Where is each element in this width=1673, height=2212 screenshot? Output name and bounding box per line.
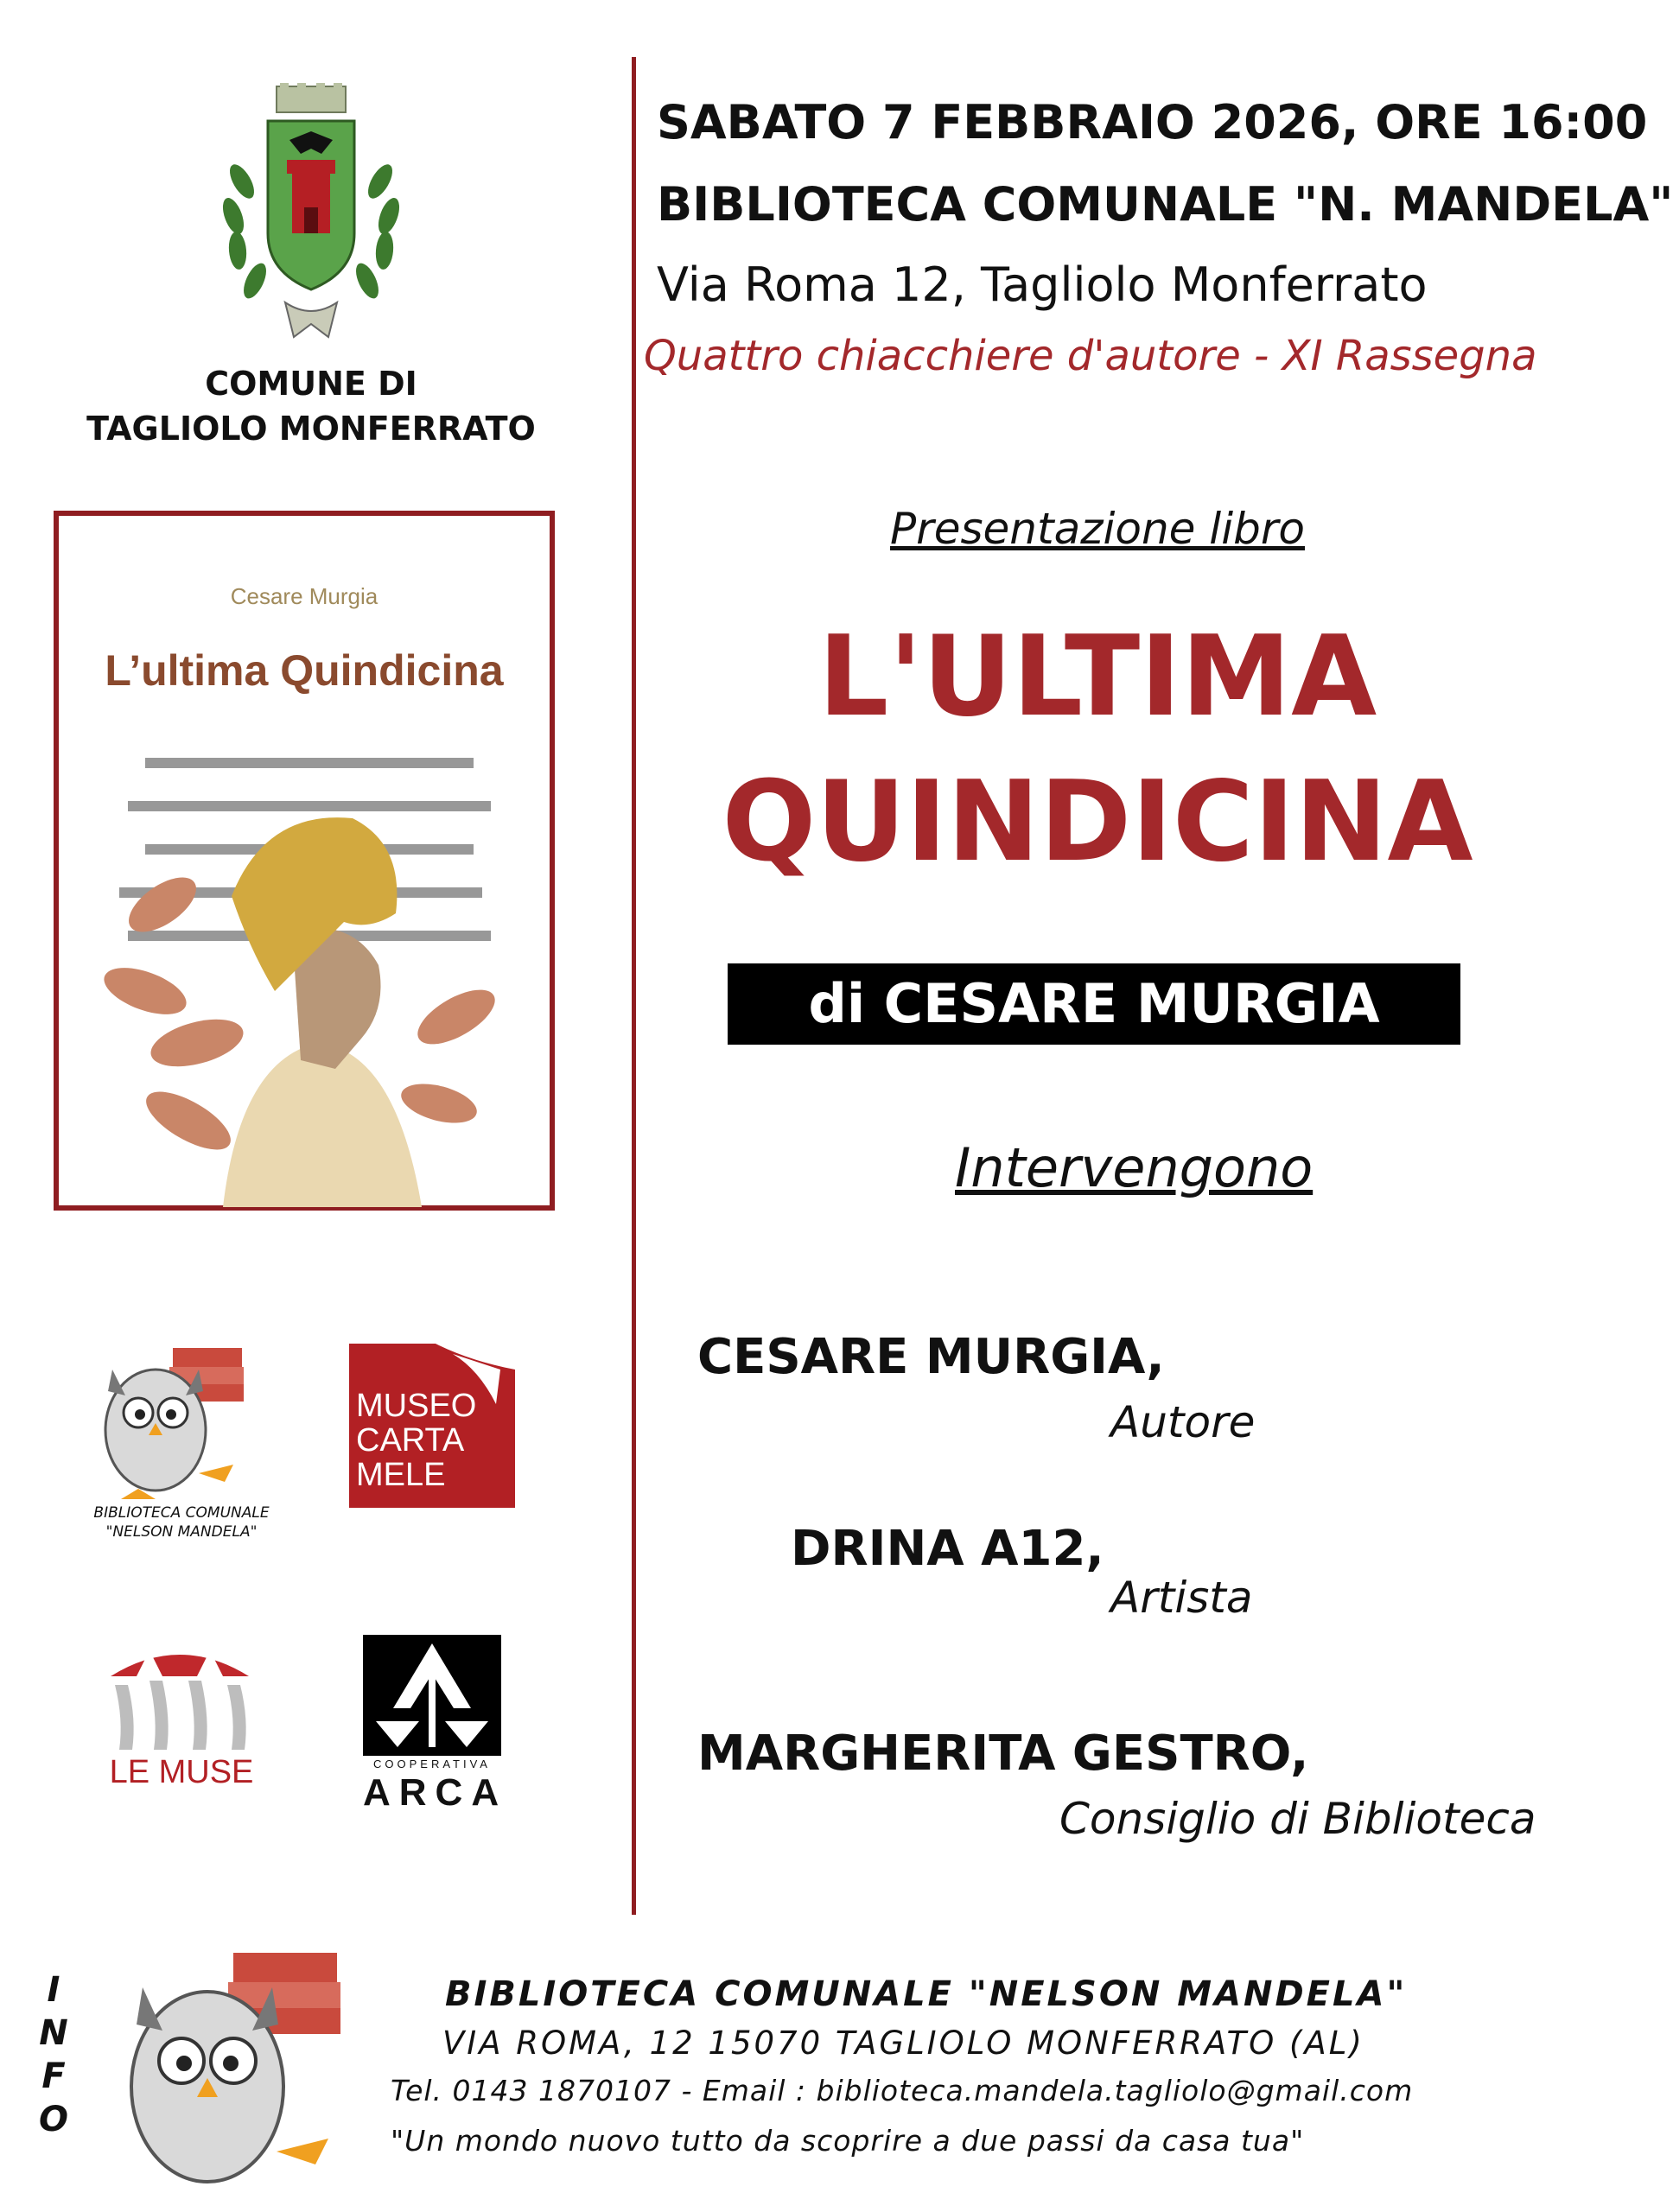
author-byline-bar: di CESARE MURGIA <box>728 963 1460 1045</box>
footer-library-name: BIBLIOTECA COMUNALE "NELSON MANDELA" <box>445 1974 1408 2014</box>
speaker-role: Autore <box>1110 1397 1256 1447</box>
municipality-line-1: COMUNE DI <box>205 365 417 403</box>
footer-library-owl-logo <box>104 1948 380 2199</box>
museo-line-2: CARTA <box>356 1422 465 1459</box>
library-logo-caption <box>78 1503 285 1541</box>
speaker-role: Consiglio di Biblioteca <box>1059 1794 1536 1844</box>
arca-name-label: ARCA <box>363 1771 508 1814</box>
library-caption-line-2: "NELSON MANDELA" <box>105 1523 258 1541</box>
arca-cooperative-logo <box>363 1635 501 1756</box>
arca-coop-label: COOPERATIVA <box>373 1758 491 1770</box>
footer-contacts: Tel. 0143 1870107 - Email : biblioteca.mandela.tagliolo@gmail.com <box>391 2074 1414 2107</box>
info-letter: O <box>38 2100 68 2139</box>
speaker-role: Artista <box>1110 1573 1253 1623</box>
event-date-time: SABATO 7 FEBBRAIO 2026, ORE 16:00 <box>657 95 1648 149</box>
book-cover <box>54 511 555 1211</box>
speaker-name: CESARE MURGIA, <box>697 1329 1165 1385</box>
book-title <box>657 605 1538 895</box>
municipality-name <box>52 361 570 451</box>
speaker-name: MARGHERITA GESTRO, <box>697 1726 1309 1782</box>
event-address: Via Roma 12, Tagliolo Monferrato <box>657 257 1428 312</box>
cover-author: Cesare Murgia <box>230 583 378 609</box>
le-muse-label: LE MUSE <box>109 1754 254 1790</box>
event-series: Quattro chiacchiere d'autore - XI Rassegna <box>644 332 1537 380</box>
footer-motto: "Un mondo nuovo tutto da scoprire a due passi da casa tua" <box>391 2124 1305 2158</box>
info-letter: N <box>39 2013 68 2053</box>
museo-line-1: MUSEO <box>356 1388 477 1424</box>
cover-title: L’ultima Quindicina <box>105 646 504 695</box>
book-title-line-1: L'ULTIMA <box>817 613 1377 741</box>
cover-illustration <box>93 732 525 1207</box>
speakers-heading: Intervengono <box>955 1136 1314 1199</box>
footer-address: VIA ROMA, 12 15070 TAGLIOLO MONFERRATO (AL) <box>442 2024 1364 2062</box>
le-muse-logo <box>102 1642 258 1754</box>
book-title-line-2: QUINDICINA <box>722 758 1473 887</box>
museo-carta-mele-logo <box>349 1344 515 1508</box>
municipality-line-2: TAGLIOLO MONFERRATO <box>86 410 536 448</box>
book-presentation-kicker: Presentazione libro <box>890 504 1305 554</box>
coat-of-arms-emblem <box>207 86 415 346</box>
event-venue: BIBLIOTECA COMUNALE "N. MANDELA" <box>657 177 1673 232</box>
museo-line-3: MELE <box>356 1457 446 1493</box>
library-caption-line-1: BIBLIOTECA COMUNALE <box>93 1504 270 1522</box>
vertical-divider <box>632 57 636 1915</box>
info-letter: F <box>41 2056 66 2096</box>
speaker-name: DRINA A12, <box>791 1521 1104 1577</box>
library-owl-logo <box>86 1344 268 1503</box>
info-letter: I <box>47 1970 60 2010</box>
museo-wordmark <box>356 1389 476 1492</box>
